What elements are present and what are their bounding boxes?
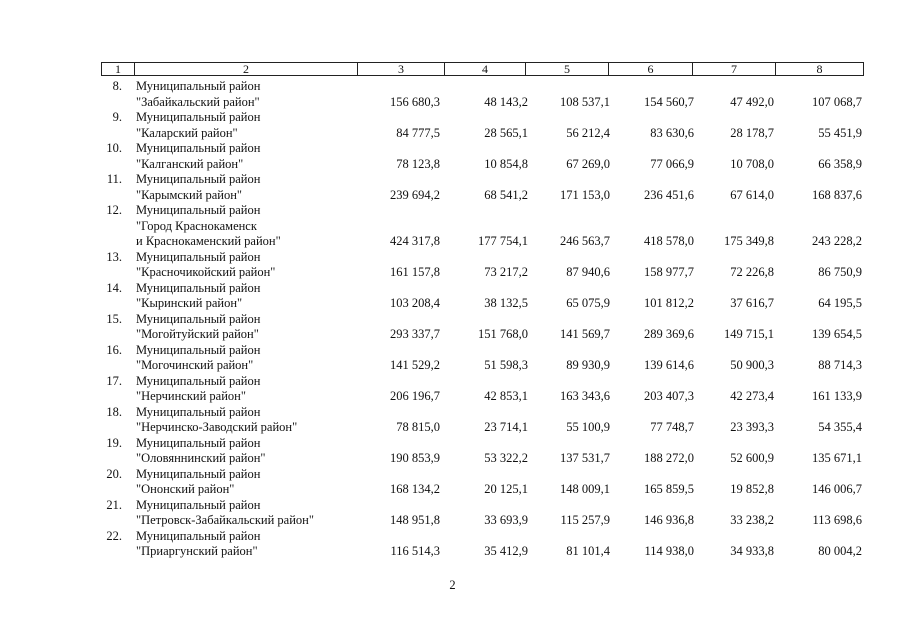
value-cell-col-7: 175 349,8 — [724, 234, 774, 248]
district-name-line: "Могойтуйский район" — [136, 327, 259, 341]
row-number: 21. — [106, 497, 122, 512]
value-cell-col-7: 34 933,8 — [730, 544, 774, 558]
value-cell-col-6: 83 630,6 — [650, 125, 694, 140]
value-cell-col-5: 115 257,9 — [560, 513, 610, 527]
row-number: 15. — [106, 311, 122, 326]
table-row — [0, 436, 905, 467]
value-cell-col-8: 146 006,7 — [812, 482, 862, 496]
value-cell-col-6: 188 272,0 — [644, 451, 694, 465]
column-header-3: 3 — [358, 63, 445, 75]
district-name-line: Муниципальный район — [136, 110, 261, 124]
district-name-line: Муниципальный район — [136, 311, 261, 326]
value-cell-col-5: 108 537,1 — [560, 94, 610, 109]
value-cell-col-5: 141 569,7 — [560, 327, 610, 341]
row-number: 9. — [112, 110, 122, 124]
value-cell-col-5: 55 100,9 — [566, 420, 610, 434]
district-name — [136, 498, 356, 529]
value-cell-col-5: 67 269,0 — [566, 156, 610, 171]
value-cell-col-6: 154 560,7 — [644, 94, 694, 109]
district-name — [136, 343, 356, 374]
value-cell-col-8: 86 750,9 — [818, 265, 862, 279]
table-row — [0, 203, 905, 250]
district-name-line: Муниципальный район — [136, 497, 261, 512]
table-row — [0, 529, 905, 560]
row-number: 17. — [106, 373, 122, 388]
value-cell-col-8: 54 355,4 — [818, 420, 862, 434]
value-cell-col-5: 246 563,7 — [560, 234, 610, 248]
row-number: 13. — [106, 249, 122, 264]
value-cell-col-3: 168 134,2 — [390, 482, 440, 496]
value-cell-col-7: 23 393,3 — [730, 420, 774, 434]
table-row — [0, 79, 905, 110]
value-cell-col-4: 23 714,1 — [484, 420, 528, 434]
value-cell-col-7: 10 708,0 — [730, 156, 774, 171]
value-cell-col-5: 137 531,7 — [560, 451, 610, 465]
value-cell-col-7: 42 273,4 — [730, 389, 774, 403]
column-header-8: 8 — [816, 62, 823, 76]
row-number: 11. — [106, 172, 122, 186]
value-cell-col-8: 243 228,2 — [812, 234, 862, 248]
row-number: 22. — [106, 528, 122, 543]
table-row — [0, 281, 905, 312]
value-cell-col-6: 289 369,6 — [644, 327, 694, 341]
district-name-line: "Красночикойский район" — [136, 265, 276, 279]
column-header-4: 4 — [445, 63, 526, 75]
row-number: 19. — [106, 435, 122, 450]
district-name-line: Муниципальный район — [136, 203, 261, 217]
value-cell-col-8: 113 698,6 — [812, 513, 862, 527]
value-cell-col-4: 20 125,1 — [484, 482, 528, 496]
value-cell-col-8: 139 654,5 — [812, 327, 862, 341]
district-name — [136, 250, 356, 281]
value-cell-col-3: 161 157,8 — [390, 265, 440, 279]
district-name-line: "Забайкальский район" — [136, 94, 260, 109]
district-name-line: Муниципальный район — [136, 373, 261, 388]
value-cell-col-4: 53 322,2 — [484, 451, 528, 465]
value-cell-col-5: 65 075,9 — [566, 296, 610, 310]
value-cell-col-8: 66 358,9 — [818, 156, 862, 171]
value-cell-col-8: 80 004,2 — [818, 544, 862, 558]
value-cell-col-4: 51 598,3 — [484, 358, 528, 372]
table-row — [0, 343, 905, 374]
row-number: 12. — [106, 203, 122, 217]
value-cell-col-3: 293 337,7 — [390, 327, 440, 341]
row-number: 20. — [106, 466, 122, 481]
value-cell-col-5: 89 930,9 — [566, 358, 610, 372]
district-name — [136, 172, 356, 203]
district-name — [136, 281, 356, 312]
row-number: 18. — [106, 404, 122, 419]
district-name-line: и Краснокаменский район" — [136, 234, 281, 248]
value-cell-col-7: 72 226,8 — [730, 265, 774, 279]
district-name-line: "Оловяннинский район" — [136, 451, 266, 465]
page-number: 2 — [449, 578, 456, 592]
value-cell-col-3: 148 951,8 — [390, 513, 440, 527]
row-number: 8. — [112, 79, 122, 93]
district-name-line: Муниципальный район — [136, 249, 261, 264]
value-cell-col-3: 116 514,3 — [390, 544, 440, 558]
value-cell-col-7: 52 600,9 — [730, 451, 774, 465]
value-cell-col-5: 163 343,6 — [560, 389, 610, 403]
table-row — [0, 374, 905, 405]
value-cell-col-7: 28 178,7 — [730, 125, 774, 140]
column-header-7: 7 — [693, 63, 776, 75]
district-name-line: Муниципальный район — [136, 435, 261, 450]
table-header-row — [101, 62, 864, 76]
value-cell-col-7: 19 852,8 — [730, 482, 774, 496]
district-name-line: "Петровск-Забайкальский район" — [136, 513, 314, 527]
value-cell-col-4: 68 541,2 — [484, 187, 528, 202]
table-row — [0, 467, 905, 498]
value-cell-col-3: 156 680,3 — [390, 94, 440, 109]
value-cell-col-8: 168 837,6 — [812, 187, 862, 202]
value-cell-col-8: 107 068,7 — [812, 94, 862, 109]
district-name-line: "Калганский район" — [136, 156, 244, 171]
value-cell-col-5: 148 009,1 — [560, 482, 610, 496]
value-cell-col-4: 33 693,9 — [484, 513, 528, 527]
district-name-line: Муниципальный район — [136, 172, 261, 186]
column-header-2: 2 — [135, 63, 358, 75]
value-cell-col-7: 33 238,2 — [730, 513, 774, 527]
value-cell-col-3: 239 694,2 — [390, 187, 440, 202]
value-cell-col-6: 101 812,2 — [644, 296, 694, 310]
value-cell-col-4: 73 217,2 — [484, 265, 528, 279]
district-name-line: "Ононский район" — [136, 482, 235, 496]
district-name-line: Муниципальный район — [136, 79, 261, 93]
value-cell-col-3: 78 123,8 — [396, 156, 440, 171]
district-name — [136, 141, 356, 172]
value-cell-col-8: 161 133,9 — [812, 389, 862, 403]
column-header-1: 1 — [102, 63, 135, 75]
table-row — [0, 172, 905, 203]
table-row — [0, 110, 905, 141]
value-cell-col-5: 87 940,6 — [566, 265, 610, 279]
district-name-line: "Нерчинско-Заводский район" — [136, 420, 298, 434]
value-cell-col-7: 47 492,0 — [730, 94, 774, 109]
district-name-line: Муниципальный район — [136, 466, 261, 481]
district-name-line: "Приаргунский район" — [136, 544, 258, 558]
value-cell-col-3: 424 317,8 — [390, 234, 440, 248]
district-name-line: "Кыринский район" — [136, 296, 243, 310]
district-name — [136, 529, 356, 560]
column-header-5: 5 — [526, 63, 609, 75]
district-name-line: Муниципальный район — [136, 280, 261, 295]
table-row — [0, 498, 905, 529]
value-cell-col-3: 206 196,7 — [390, 389, 440, 403]
table-row — [0, 250, 905, 281]
table-row — [0, 312, 905, 343]
district-name-line: Муниципальный район — [136, 528, 261, 543]
value-cell-col-5: 56 212,4 — [566, 125, 610, 140]
value-cell-col-4: 151 768,0 — [478, 327, 528, 341]
value-cell-col-7: 37 616,7 — [730, 296, 774, 310]
value-cell-col-6: 114 938,0 — [644, 544, 694, 558]
column-header-6: 6 — [609, 63, 693, 75]
value-cell-col-6: 77 066,9 — [650, 156, 694, 171]
value-cell-col-4: 35 412,9 — [484, 544, 528, 558]
district-name-line: Муниципальный район — [136, 141, 261, 155]
value-cell-col-4: 42 853,1 — [484, 389, 528, 403]
value-cell-col-5: 81 101,4 — [566, 544, 610, 558]
value-cell-col-3: 84 777,5 — [396, 125, 440, 140]
value-cell-col-7: 67 614,0 — [730, 187, 774, 202]
district-name — [136, 312, 356, 343]
district-name-line: "Карымский район" — [136, 187, 243, 202]
value-cell-col-7: 50 900,3 — [730, 358, 774, 372]
value-cell-col-6: 158 977,7 — [644, 265, 694, 279]
value-cell-col-6: 236 451,6 — [644, 187, 694, 202]
value-cell-col-6: 146 936,8 — [644, 513, 694, 527]
table-row — [0, 141, 905, 172]
value-cell-col-8: 55 451,9 — [818, 125, 862, 140]
district-name-line: "Могочинский район" — [136, 358, 254, 372]
value-cell-col-3: 78 815,0 — [396, 420, 440, 434]
value-cell-col-6: 139 614,6 — [644, 358, 694, 372]
value-cell-col-4: 48 143,2 — [484, 94, 528, 109]
value-cell-col-7: 149 715,1 — [724, 327, 774, 341]
value-cell-col-8: 88 714,3 — [818, 358, 862, 372]
district-name — [136, 79, 356, 110]
district-name — [136, 467, 356, 498]
row-number: 14. — [106, 280, 122, 295]
district-name — [136, 405, 356, 436]
table-row — [0, 405, 905, 436]
value-cell-col-6: 77 748,7 — [650, 420, 694, 434]
value-cell-col-6: 203 407,3 — [644, 389, 694, 403]
value-cell-col-4: 38 132,5 — [484, 296, 528, 310]
district-name — [136, 203, 356, 250]
value-cell-col-4: 10 854,8 — [484, 156, 528, 171]
district-name-line: "Каларский район" — [136, 125, 238, 140]
district-name — [136, 374, 356, 405]
value-cell-col-4: 177 754,1 — [478, 234, 528, 248]
value-cell-col-3: 103 208,4 — [390, 296, 440, 310]
row-number: 10. — [106, 141, 122, 155]
row-number: 16. — [106, 342, 122, 357]
value-cell-col-6: 418 578,0 — [644, 234, 694, 248]
value-cell-col-3: 190 853,9 — [390, 451, 440, 465]
district-name — [136, 436, 356, 467]
district-name-line: "Нерчинский район" — [136, 389, 246, 403]
value-cell-col-8: 135 671,1 — [812, 451, 862, 465]
district-name — [136, 110, 356, 141]
district-name-line: Муниципальный район — [136, 342, 261, 357]
value-cell-col-5: 171 153,0 — [560, 187, 610, 202]
district-name-line: Муниципальный район — [136, 404, 261, 419]
value-cell-col-3: 141 529,2 — [390, 358, 440, 372]
value-cell-col-4: 28 565,1 — [484, 125, 528, 140]
value-cell-col-6: 165 859,5 — [644, 482, 694, 496]
value-cell-col-8: 64 195,5 — [818, 296, 862, 310]
district-name-line: "Город Краснокаменск — [136, 218, 257, 233]
